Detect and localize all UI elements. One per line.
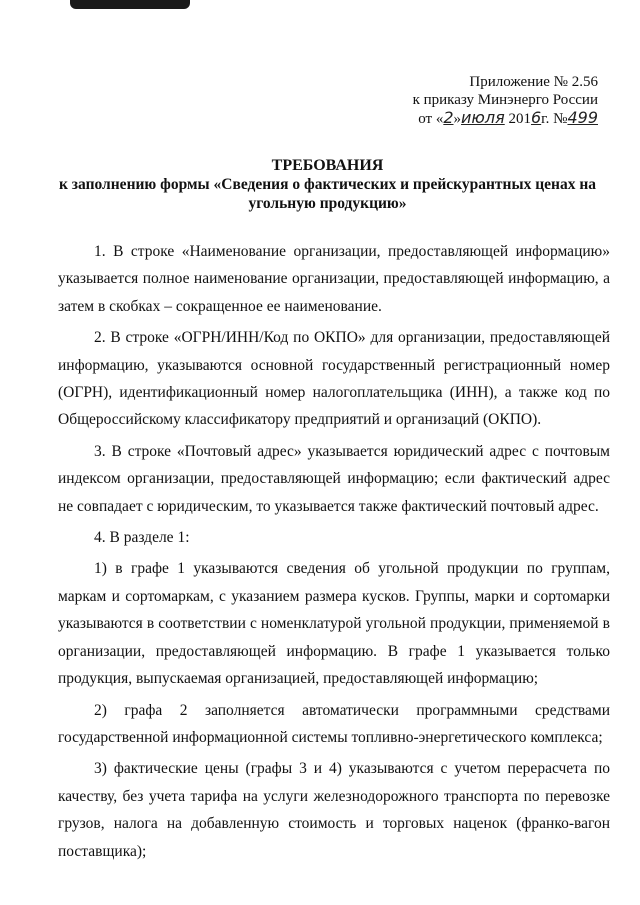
scan-edge-mark — [70, 0, 190, 9]
order-reference: к приказу Минэнерго России — [412, 92, 598, 108]
date-year-prefix: 201 — [508, 111, 531, 127]
paragraph-2: 2. В строке «ОГРН/ИНН/Код по ОКПО» для организации, предоставляющей информацию, указываются основной государственный регистрационный номер (ОГРН), идентификационный номер налогоплательщика (ИНН), а также код по Общероссийскому классификатору предприятий и организаций (ОКПО). — [58, 329, 610, 429]
document-body — [58, 238, 610, 869]
date-month-handwritten: июля — [461, 108, 505, 127]
appendix-number: Приложение № 2.56 — [469, 74, 598, 90]
paragraph-4-item-1: 1) в графе 1 указываются сведения об угольной продукции по группам, маркам и сортомаркам, с указанием размера кусков. Группы, марки и сортомарки указываются в соответствии с номенклатурой угольной продукции, применяемой в организации, предоставляющей информацию. В графе 1 указывается только продукция, выпускаемая организацией, предоставляющей информацию; — [58, 560, 610, 688]
title-main: ТРЕБОВАНИЯ — [271, 157, 384, 174]
paragraph-4-item-2: 2) графа 2 заполняется автоматически программными средствами государственной информационной системы топливно-энергетического комплекса; — [58, 701, 610, 746]
paragraph-4: 4. В разделе 1: — [94, 529, 190, 547]
paragraph-3: 3. В строке «Почтовый адрес» указывается юридический адрес с почтовым индексом организации, предоставляющей информацию; если фактический адрес не совпадает с юридическим, то указывается также фактический почтовый адрес. — [58, 442, 610, 515]
date-day-handwritten: 2 — [443, 108, 454, 127]
appendix-stamp — [368, 73, 598, 128]
order-number-handwritten: 499 — [567, 108, 598, 127]
document-title — [40, 156, 615, 213]
order-date-line — [368, 109, 598, 128]
paragraph-4-item-3: 3) фактические цены (графы 3 и 4) указываются с учетом перерасчета по качеству, без учета тарифа на услуги железнодорожного транспорта по перевозке грузов, налога на добавленную стоимость и торговых наценок (франко-вагон поставщика); — [58, 760, 610, 860]
date-mid: » — [453, 111, 462, 127]
title-subtitle: к заполнению формы «Сведения о фактических и прейскурантных ценах на угольную продукцию» — [59, 176, 596, 212]
date-suffix: г. № — [541, 111, 568, 127]
date-year-digit-handwritten: 6 — [530, 108, 542, 127]
date-prefix: от « — [418, 111, 444, 127]
paragraph-1: 1. В строке «Наименование организации, предоставляющей информацию» указывается полное наименование организации, предоставляющей информацию, а затем в скобках – сокращенное ее наименование. — [58, 243, 610, 315]
